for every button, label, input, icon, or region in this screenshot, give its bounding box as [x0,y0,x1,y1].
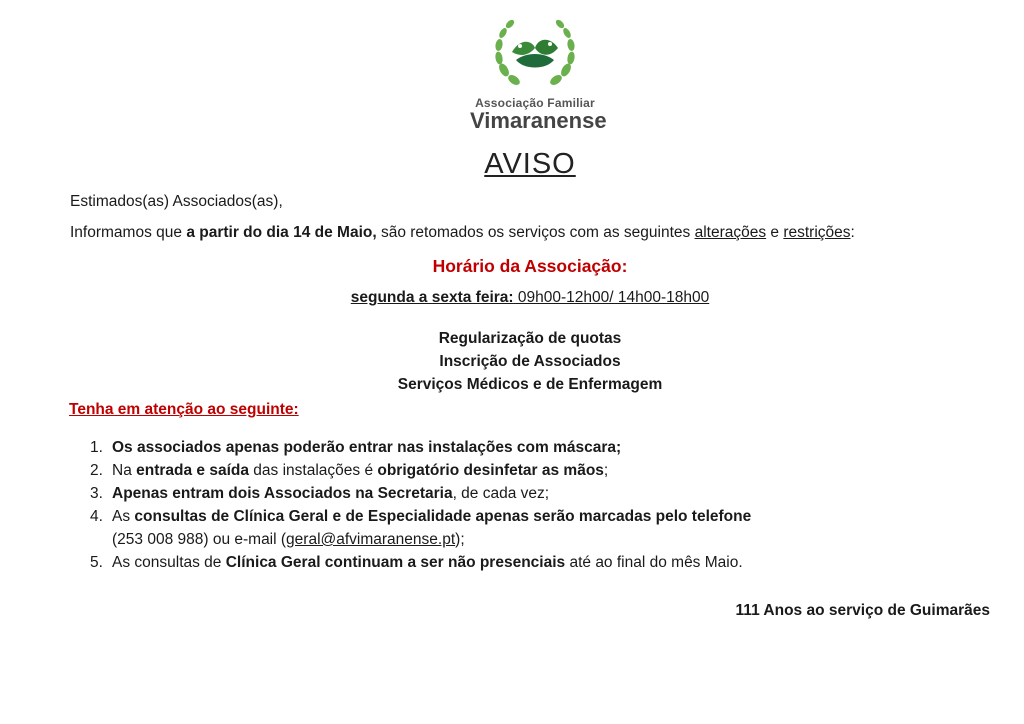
association-logo [470,18,607,142]
intro-text: e [766,224,784,241]
rule-text: Clínica Geral continuam a ser não presenciais [225,554,566,571]
rule-number: 3. [90,485,103,502]
schedule-days: segunda a sexta feira: [350,289,514,306]
intro-restrictions: restrições [783,224,851,241]
rule-text: (253 008 988) ou e-mail ( [112,531,287,548]
rule-text: Os associados apenas poderão entrar nas instalações com máscara; [112,439,622,456]
footer-tagline: 111 Anos ao serviço de Guimarães [735,602,990,619]
service-item: Serviços Médicos e de Enfermagem [397,376,663,393]
intro-date: a partir do dia 14 de Maio, [186,224,377,241]
two-birds-laurel-icon [490,18,580,92]
rule-text: Na [112,462,137,479]
rule-item [70,436,751,459]
rule-number: 5. [90,554,103,571]
rule-text: Apenas entram dois Associados na Secretaria [112,485,453,502]
rule-text: entrada e saída [136,462,249,479]
rule-text: ); [455,531,465,548]
email-link[interactable]: geral@afvimaranense.pt [286,531,456,548]
rule-item [70,505,751,528]
schedule-time: 09h00-12h00/ 14h00-18h00 [513,289,710,306]
page-title: AVISO [484,148,576,180]
rule-number: 2. [90,462,103,479]
rule-item [70,459,751,482]
schedule-heading: Horário da Associação: [432,256,628,276]
rule-number: 1. [90,439,103,456]
rule-text: consultas de Clínica Geral e de Especialidade apenas serão marcadas pelo telefone [134,508,752,525]
rule-item [70,528,751,551]
rule-text: As [112,508,135,525]
intro-text: Informamos que [70,224,187,241]
rules-list [70,436,751,574]
rule-item [70,551,751,574]
rule-text: As consultas de [112,554,226,571]
intro-paragraph [70,224,855,242]
logo-name: Vimaranense [470,108,607,133]
greeting: Estimados(as) Associados(as), [70,193,283,210]
rule-text: obrigatório desinfetar as mãos [377,462,604,479]
service-item: Regularização de quotas [438,330,622,347]
rule-number: 4. [90,508,103,525]
rule-item [70,482,751,505]
service-item: Inscrição de Associados [439,353,621,370]
warning-heading: Tenha em atenção ao seguinte: [69,401,299,418]
rule-text: ; [603,462,609,479]
rule-text: até ao final do mês Maio. [565,554,743,571]
rule-text: das instalações é [248,462,378,479]
intro-text: : [850,224,855,241]
schedule-hours [0,289,1024,307]
intro-text: são retomados os serviços com as seguintes [376,224,695,241]
logo-subtitle: Associação Familiar [475,96,595,110]
rule-text: , de cada vez; [452,485,550,502]
intro-changes: alterações [694,224,767,241]
